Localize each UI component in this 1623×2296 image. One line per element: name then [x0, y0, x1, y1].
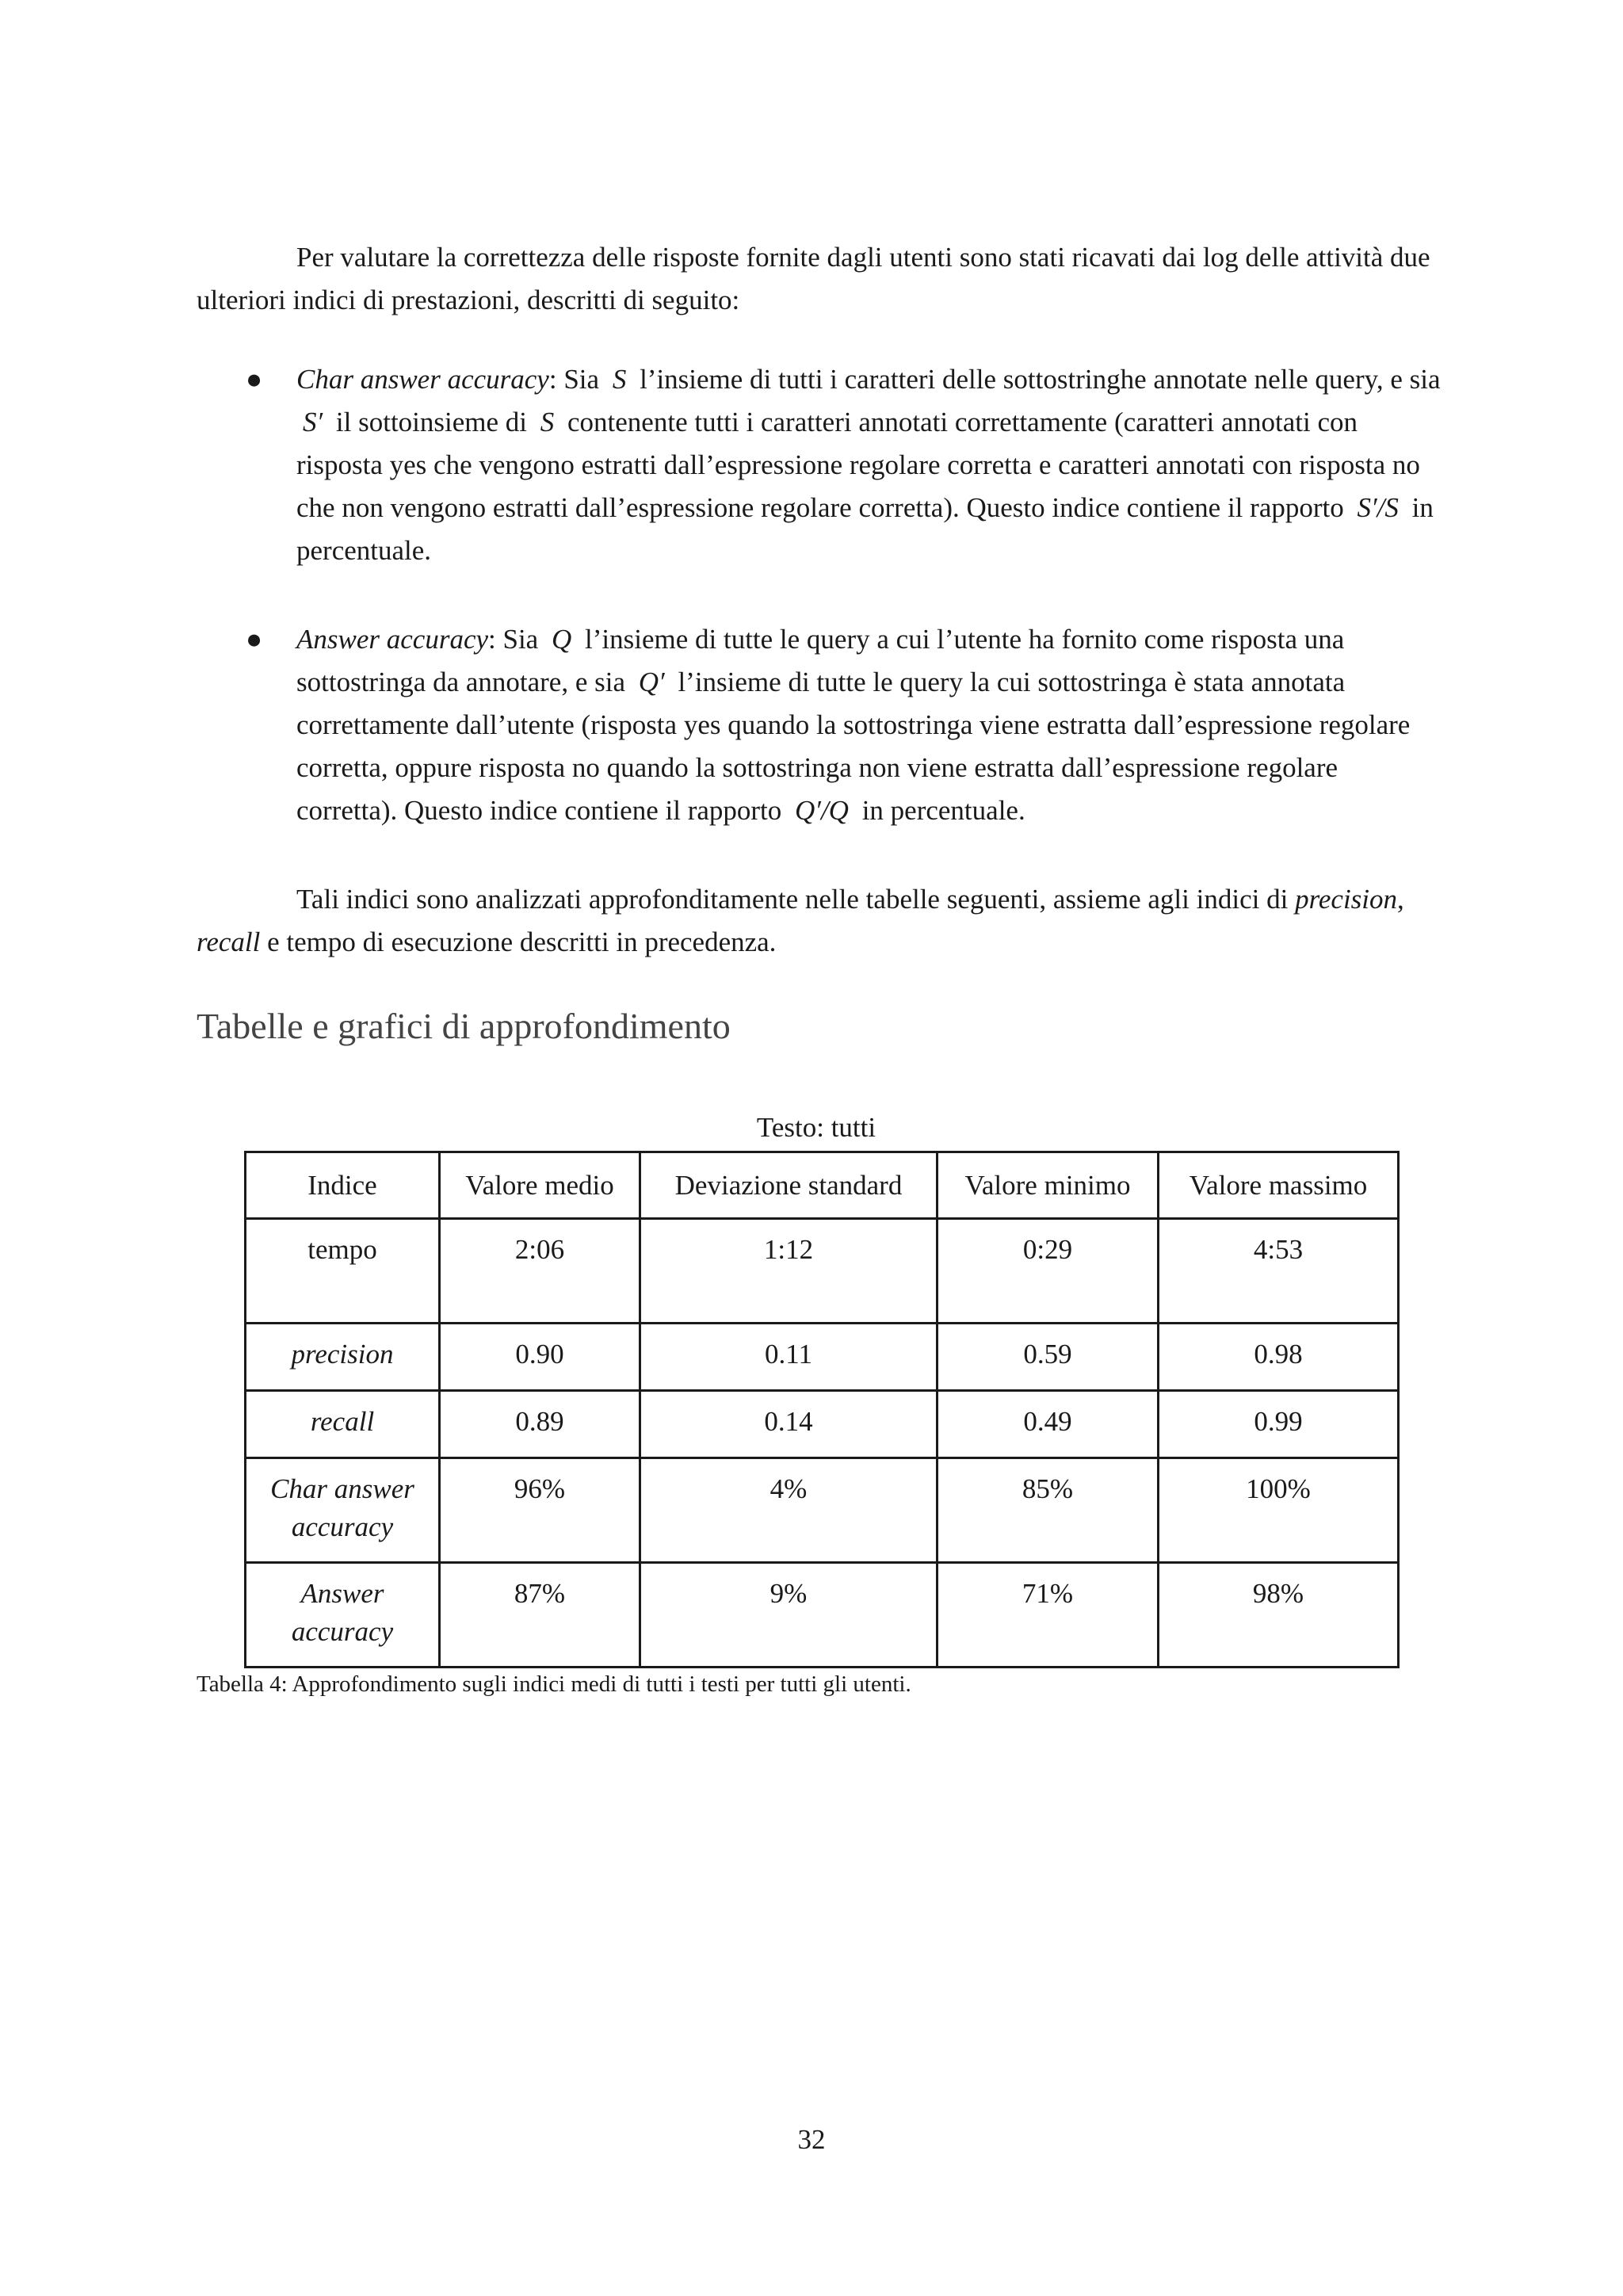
math-symbol: S — [540, 407, 555, 437]
table-cell: 100% — [1159, 1458, 1399, 1563]
table-cell: 1:12 — [640, 1219, 938, 1324]
table-cell: 0.98 — [1159, 1324, 1399, 1391]
term-precision: precision — [1295, 884, 1398, 915]
text-fragment: in percentuale. — [296, 492, 1434, 566]
header-cell: Indice — [246, 1152, 440, 1219]
math-symbol: S′ — [303, 407, 323, 437]
math-ratio: S′/S — [1357, 492, 1399, 523]
text-fragment: in percentuale. — [861, 795, 1025, 826]
text-fragment: : Sia — [548, 364, 600, 395]
table-cell: 98% — [1159, 1563, 1399, 1668]
term-char-answer-accuracy: Char answer accuracy — [296, 364, 549, 395]
table-row — [246, 1324, 1399, 1391]
page-number: 32 — [797, 2124, 826, 2155]
stats-table — [244, 1151, 1400, 1668]
text-fragment: l’insieme di tutti i caratteri delle sottostringhe annotate nelle query, e sia — [640, 364, 1441, 395]
header-cell: Valore massimo — [1159, 1152, 1399, 1219]
text-fragment: e tempo di esecuzione descritti in precedenza. — [267, 926, 777, 957]
text-fragment: l’insieme di tutte le query a cui l’utente ha fornito come risposta una sottostringa da annotare, e sia — [296, 624, 1345, 697]
table-row — [246, 1219, 1399, 1324]
table-cell: 0.14 — [640, 1391, 938, 1458]
math-symbol: Q — [551, 624, 572, 655]
header-cell: Valore medio — [440, 1152, 640, 1219]
math-symbol: S — [612, 364, 627, 395]
table-cell: 0.99 — [1159, 1391, 1399, 1458]
table-row — [246, 1391, 1399, 1458]
text-fragment: l’insieme di tutte le query la cui sottostringa è stata annotata correttamente dall’utente (risposta yes quando la sottostringa viene estratta dall’espressione regolare corretta, oppure risposta no quando la sottostringa non viene estratta dall’espressione regolare corretta). Questo indice contiene il rapporto — [296, 667, 1411, 826]
row-label: precision — [246, 1324, 440, 1391]
table-cell: 0.49 — [938, 1391, 1159, 1458]
table-cell: 96% — [440, 1458, 640, 1563]
table-cell: 0.90 — [440, 1324, 640, 1391]
table-row — [246, 1563, 1399, 1668]
table-cell: 9% — [640, 1563, 938, 1668]
table-cell: 85% — [938, 1458, 1159, 1563]
bullet-char-answer-accuracy — [197, 358, 1441, 572]
row-label: Answer accuracy — [246, 1563, 440, 1668]
table-cell: 71% — [938, 1563, 1159, 1668]
table-title: Testo: tutti — [756, 1112, 876, 1143]
table-caption: Tabella 4: Approfondimento sugli indici medi di tutti i testi per tutti gli utenti. — [197, 1671, 911, 1697]
math-ratio: Q′/Q — [795, 795, 849, 826]
text-fragment: , — [1397, 884, 1404, 915]
text-fragment: Tali indici sono analizzati approfonditamente nelle tabelle seguenti, assieme agli indici di — [296, 884, 1289, 915]
bullet-text — [296, 618, 1441, 832]
table-cell: 4% — [640, 1458, 938, 1563]
table-cell: 2:06 — [440, 1219, 640, 1324]
header-cell: Deviazione standard — [640, 1152, 938, 1219]
term-recall: recall — [197, 926, 261, 957]
row-label: tempo — [246, 1219, 440, 1324]
outro-paragraph — [197, 878, 1441, 964]
row-label: Char answer accuracy — [246, 1458, 440, 1563]
intro-paragraph: Per valutare la correttezza delle risposte fornite dagli utenti sono stati ricavati dai log delle attività due ulteriori indici di prestazioni, descritti di seguito: — [197, 242, 1430, 315]
math-symbol: Q′ — [638, 667, 665, 697]
table-cell: 0.59 — [938, 1324, 1159, 1391]
bullet-text — [296, 358, 1441, 572]
table-cell: 4:53 — [1159, 1219, 1399, 1324]
table-row — [246, 1458, 1399, 1563]
table-cell: 0.89 — [440, 1391, 640, 1458]
header-cell: Valore minimo — [938, 1152, 1159, 1219]
bullet-icon: ● — [246, 624, 263, 655]
table-cell: 87% — [440, 1563, 640, 1668]
table-header-row — [246, 1152, 1399, 1219]
text-fragment: contenente tutti i caratteri annotati correttamente (caratteri annotati con risposta yes che vengono estratti dall’espressione regolare corretta e caratteri annotati con risposta no che non vengono estratti dall’espressione regolare corretta). Questo indice contiene il rapporto — [296, 407, 1420, 523]
bullet-icon: ● — [246, 364, 263, 395]
table-cell: 0.11 — [640, 1324, 938, 1391]
table-cell: 0:29 — [938, 1219, 1159, 1324]
bullet-answer-accuracy — [197, 618, 1441, 832]
section-title: Tabelle e grafici di approfondimento — [197, 1006, 731, 1046]
text-fragment: : Sia — [488, 624, 539, 655]
text-fragment: il sottoinsieme di — [335, 407, 528, 437]
row-label: recall — [246, 1391, 440, 1458]
term-answer-accuracy: Answer accuracy — [296, 624, 489, 655]
